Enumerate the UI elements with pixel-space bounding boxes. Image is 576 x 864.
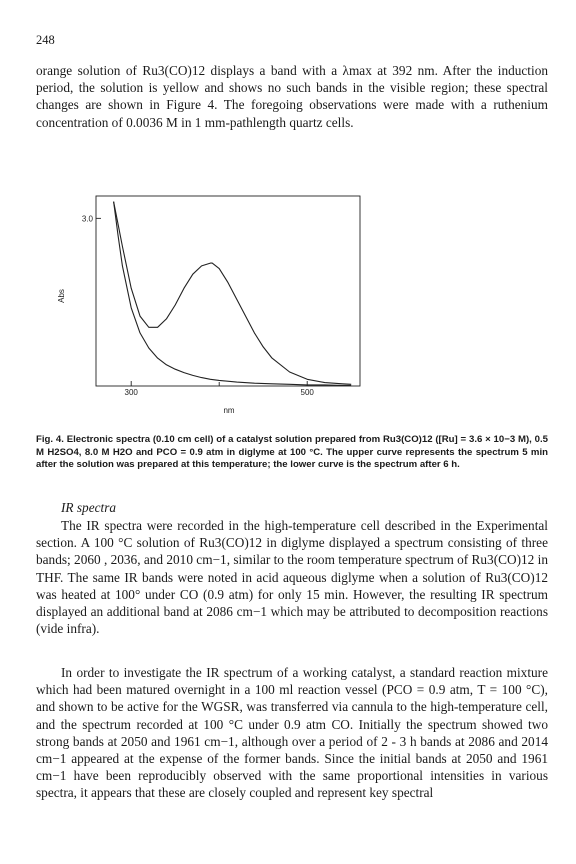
page-number: 248 xyxy=(36,33,55,47)
y-tick-label-0: 3.0 xyxy=(81,214,93,224)
x-axis-label: nm xyxy=(223,406,235,415)
section-heading: IR spectra xyxy=(61,500,117,515)
paragraph-2: The IR spectra were recorded in the high-temperature cell described in the Experimental section. A 100 °C solution of Ru3(CO)12 in diglyme displayed a spectrum consisting of three bands; 2060 , 2036, and 2010 cm−1, similar to the room temperature spectrum of Ru3(CO)12 in THF. The same IR bands were noted in acid aqueous diglyme when a solution of Ru3(CO)12 was heated at 100° under CO (0.9 atm) for only 15 min. However, the resulting IR spectrum displayed an additional band at 2086 cm−1 which may be attributed to decomposition reactions (vide infra). xyxy=(36,518,548,637)
x-tick-label-0: 300 xyxy=(124,388,138,397)
absorption-spectrum-chart xyxy=(34,188,534,428)
paragraph-3: In order to investigate the IR spectrum of a working catalyst, a standard reaction mixture which had been matured overnight in a 100 ml reaction vessel (PCO = 0.9 atm, T = 100 °C), and shown to be active for the WGSR, was transferred via cannula to the high-temperature cell, and the spectrum recorded at 100 °C under 0.9 atm CO. Initially the spectrum showed two strong bands at 2050 and 1961 cm−1, although over a period of 2 - 3 h bands at 2086 and 2014 cm−1 appeared at the expense of the former bands. Since the initial bands at 2050 and 1961 cm−1 have been reproducibly observed with the same proportional intensities in various spectra, it appears that these are closely coupled and represent key spectral xyxy=(36,665,548,801)
figure-caption-text: Electronic spectra (0.10 cm cell) of a catalyst solution prepared from Ru3(CO)12 ([Ru] = 3.6 × 10−3 M), 0.5 M H2SO4, 8.0 M H2O and PCO = 0.9 atm in diglyme at 100 °C. The upper curve represents the spectrum 5 min after the solution was prepared at this temperature; the lower curve is the spectrum after 6 h. xyxy=(36,434,548,471)
figure-4 xyxy=(34,188,534,428)
figure-caption-label: Fig. 4. xyxy=(36,434,64,445)
y-axis-label: Abs xyxy=(57,289,66,303)
figure-caption xyxy=(36,434,548,472)
lower-curve xyxy=(114,202,352,386)
plot-frame xyxy=(96,196,360,386)
upper-curve xyxy=(114,202,352,385)
intro-paragraph: orange solution of Ru3(CO)12 displays a band with a λmax at 392 nm. After the induction period, the solution is yellow and shows no such bands in the visible region; these spectral changes are shown in Figure 4. The foregoing observations were made with a ruthenium concentration of 0.0036 M in 1 mm-pathlength quartz cells. xyxy=(36,63,548,130)
chart-curves xyxy=(114,202,352,386)
chart-axes xyxy=(82,196,360,397)
x-tick-label-1: 500 xyxy=(300,388,314,397)
